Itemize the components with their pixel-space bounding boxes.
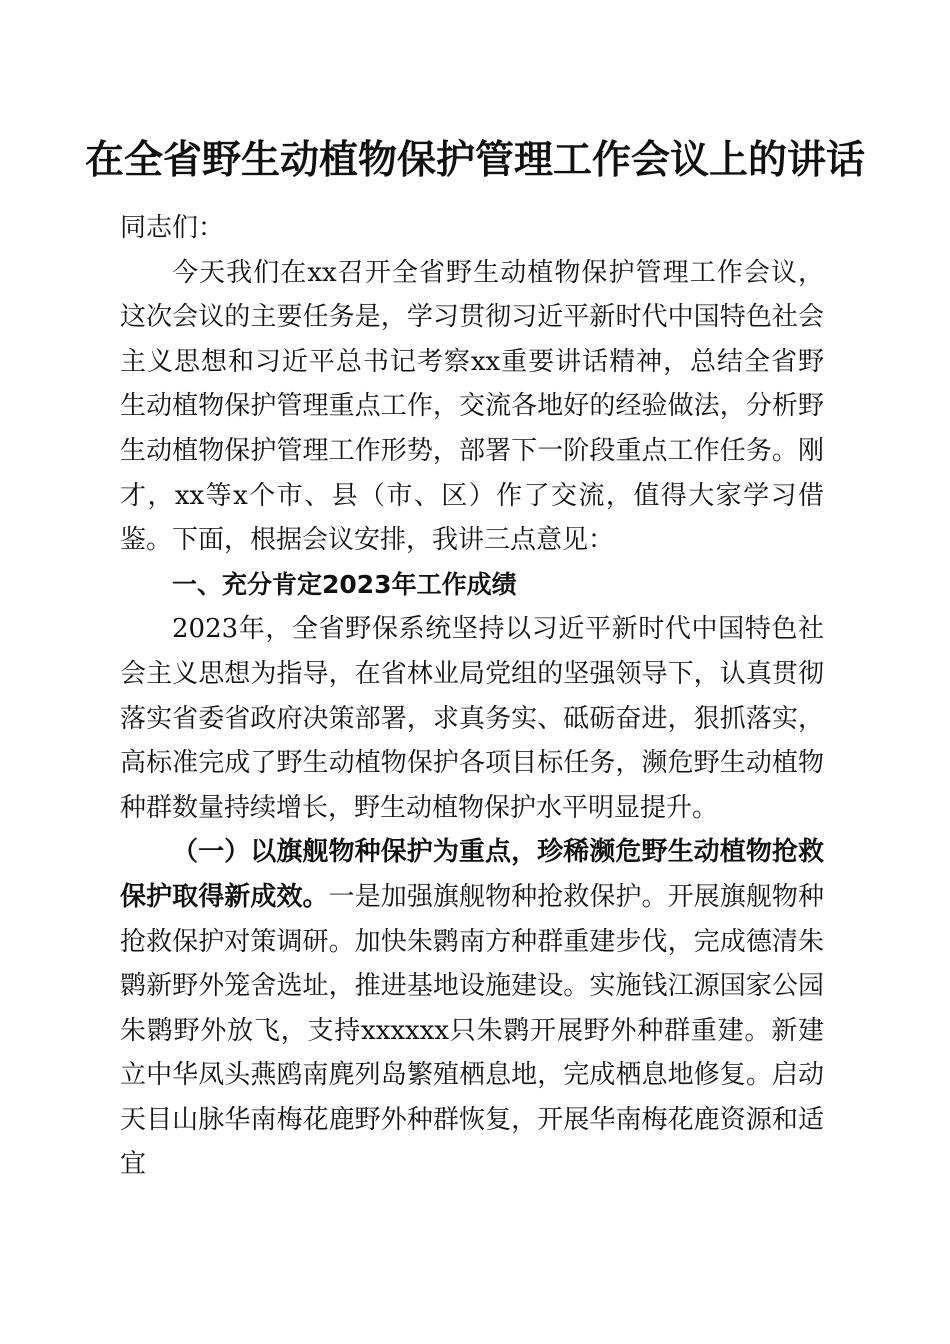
subsection-1-lead: （一）以旗舰物种保护为重点，珍稀濒危野生动植物抢救保护取得新成效。	[120, 837, 824, 912]
document-body	[120, 206, 824, 1187]
section-heading-1: 一、充分肯定2023年工作成绩	[172, 569, 517, 599]
subsection-1-body: 一是加强旗舰物种抢救保护。开展旗舰物种抢救保护对策调研。加快朱鹮南方种群重建步伐，完成德清朱鹮新野外笼舍选址，推进基地设施建设。实施钱江源国家公园朱鹮野外放飞，支持xxxxxx只朱鹮开展野外种群重建。新建立中华凤头燕鸥南麂列岛繁殖栖息地，完成栖息地修复。启动天目山脉华南梅花鹿野外种群恢复，开展华南梅花鹿资源和适宜	[120, 881, 824, 1180]
section-1-paragraph: 2023年，全省野保系统坚持以习近平新时代中国特色社会主义思想为指导，在省林业局党组的坚强领导下，认真贯彻落实省委省政府决策部署，求真务实、砥砺奋进，狠抓落实，高标准完成了野生动植物保护各项目标任务，濒危野生动植物种群数量持续增长，野生动植物保护水平明显提升。	[120, 614, 824, 823]
subsection-1-paragraph	[120, 830, 824, 1187]
intro-paragraph: 今天我们在xx召开全省野生动植物保护管理工作会议，这次会议的主要任务是，学习贯彻习近平新时代中国特色社会主义思想和习近平总书记考察xx重要讲话精神，总结全省野生动植物保护管理重点工作，交流各地好的经验做法，分析野生动植物保护管理工作形势，部署下一阶段重点工作任务。刚才，xx等x个市、县（市、区）作了交流，值得大家学习借鉴。下面，根据会议安排，我讲三点意见：	[120, 257, 824, 556]
salutation: 同志们：	[120, 213, 225, 243]
page-title: 在全省野生动植物保护管理工作会议上的讲话	[84, 137, 865, 183]
